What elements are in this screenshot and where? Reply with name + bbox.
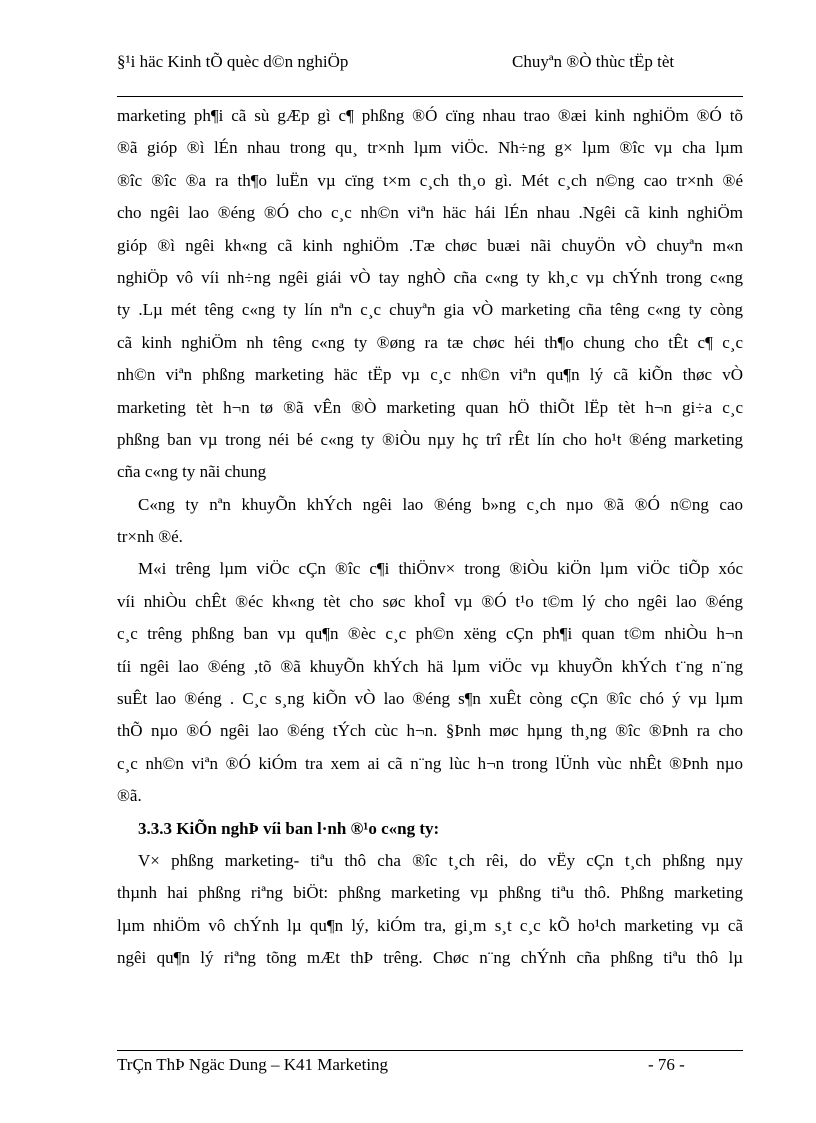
body-line: suÊt lao ®éng . C¸c s¸ng kiÕn vÒ lao ®éng s¶n xuÊt còng cÇn ®îc chó ý vµ lµm — [117, 689, 743, 709]
body-line: ®ã gióp ®ì lÉn nhau trong qu¸ tr×nh lµm viÖc. Nh÷ng g× lµm ®îc vµ cha lµm — [117, 138, 743, 158]
body-line: c¸c trêng phßng ban vµ qu¶n ®èc c¸c ph©n xëng cÇn ph¶i quan t©m nhiÒu h¬n — [117, 624, 743, 644]
header-school: §¹i häc Kinh tÕ quèc d©n nghiÖp — [117, 52, 349, 71]
header-rule — [117, 96, 743, 97]
page-number: - 76 - — [648, 1055, 685, 1074]
body-line: ngêi qu¶n lý riªng tõng mÆt thÞ trêng. Chøc n¨ng chÝnh cña phßng tiªu thô lµ — [117, 948, 743, 968]
body-line: ®ã. — [117, 786, 142, 806]
body-line: cho ngêi lao ®éng ®Ó cho c¸c nh©n viªn häc hái lÉn nhau .Ngêi cã kinh nghiÖm — [117, 203, 743, 223]
body-line: thµnh hai phßng riªng biÖt: phßng marketing vµ phßng tiªu thô. Phßng marketing — [117, 883, 743, 903]
footer-rule — [117, 1050, 743, 1051]
body-line: C«ng ty nªn khuyÕn khÝch ngêi lao ®éng b»ng c¸ch nµo ®ã ®Ó n©ng cao — [138, 494, 743, 514]
body-line: marketing tèt h¬n tø ®ã vÊn ®Ò marketing quan hÖ thiÕt lËp tèt h¬n gi÷a c¸c — [117, 397, 743, 417]
body-line: lµm nhiÖm vô chÝnh lµ qu¶n lý, kiÓm tra, gi¸m s¸t c¸c kÕ ho¹ch marketing vµ cã — [117, 915, 743, 935]
body-line: cã kinh nghiÖm nh têng c«ng ty ®øng ra tæ chøc héi th¶o chung cho tÊt c¶ c¸c — [117, 332, 743, 352]
body-line: marketing ph¶i cã sù gÆp gì c¶ phßng ®Ó cïng nhau trao ®æi kinh nghiÖm ®Ó tõ — [117, 106, 743, 125]
body-line: thÕ nµo ®Ó ngêi lao ®éng tÝch cùc h¬n. §Þnh møc hµng th¸ng ®îc ®Þnh ra cho — [117, 721, 743, 741]
body-line: c¸c nh©n viªn ®Ó kiÓm tra xem ai cã n¨ng lùc h¬n trong lÜnh vùc nhÊt ®Þnh nµo — [117, 753, 743, 773]
body-line: ®îc ®îc ®a ra th¶o luËn vµ cïng t×m c¸ch th¸o gì. Mét c¸ch n©ng cao tr×nh ®é — [117, 170, 743, 190]
body-line: phßng ban vµ trong néi bé c«ng ty ®iÒu nµy hç trî rÊt lín cho ho¹t ®éng marketing — [117, 429, 743, 449]
page-body — [117, 100, 743, 975]
body-line: nh©n viªn phßng marketing häc tËp vµ c¸c nh©n viªn qu¶n lý cã kiÕn thøc vÒ — [117, 365, 743, 385]
footer-author: TrÇn ThÞ Ngäc Dung – K41 Marketing — [117, 1055, 389, 1074]
body-line: nghiÖp vô víi nh÷ng ngêi giái vÒ tay nghÒ cña c«ng ty kh¸c vµ chÝnh trong c«ng — [117, 267, 743, 287]
header-report-title: Chuyªn ®Ò thùc tËp tèt — [512, 52, 675, 71]
body-line: tíi ngêi lao ®éng ,tõ ®ã khuyÕn khÝch hä lµm viÖc vµ khuyÕn khÝch t¨ng n¨ng — [117, 656, 743, 676]
body-line: cña c«ng ty nãi chung — [117, 462, 267, 482]
body-line: M«i trêng lµm viÖc cÇn ®îc c¶i thiÖnv× trong ®iÒu kiÖn lµm viÖc tiÕp xóc — [138, 559, 743, 579]
body-line: gióp ®ì ngêi kh«ng cã kinh nghiÖm .Tæ chøc buæi nãi chuyÖn vÒ chuyªn m«n — [117, 235, 743, 255]
section-heading: 3.3.3 KiÕn nghÞ víi ban l·nh ®¹o c«ng ty: — [138, 818, 440, 838]
body-line: ty .Lµ mét têng c«ng ty lín nªn c¸c chuyªn gia vÒ marketing cña têng c«ng ty còng — [117, 300, 743, 320]
body-line: tr×nh ®é. — [117, 527, 183, 547]
body-line: víi nhiÒu chÊt ®éc kh«ng tèt cho søc khoÎ vµ ®Ó t¹o t©m lý cho ngêi lao ®éng — [117, 591, 743, 611]
body-line: V× phßng marketing- tiªu thô cha ®îc t¸ch rêi, do vËy cÇn t¸ch phßng nµy — [138, 850, 743, 870]
